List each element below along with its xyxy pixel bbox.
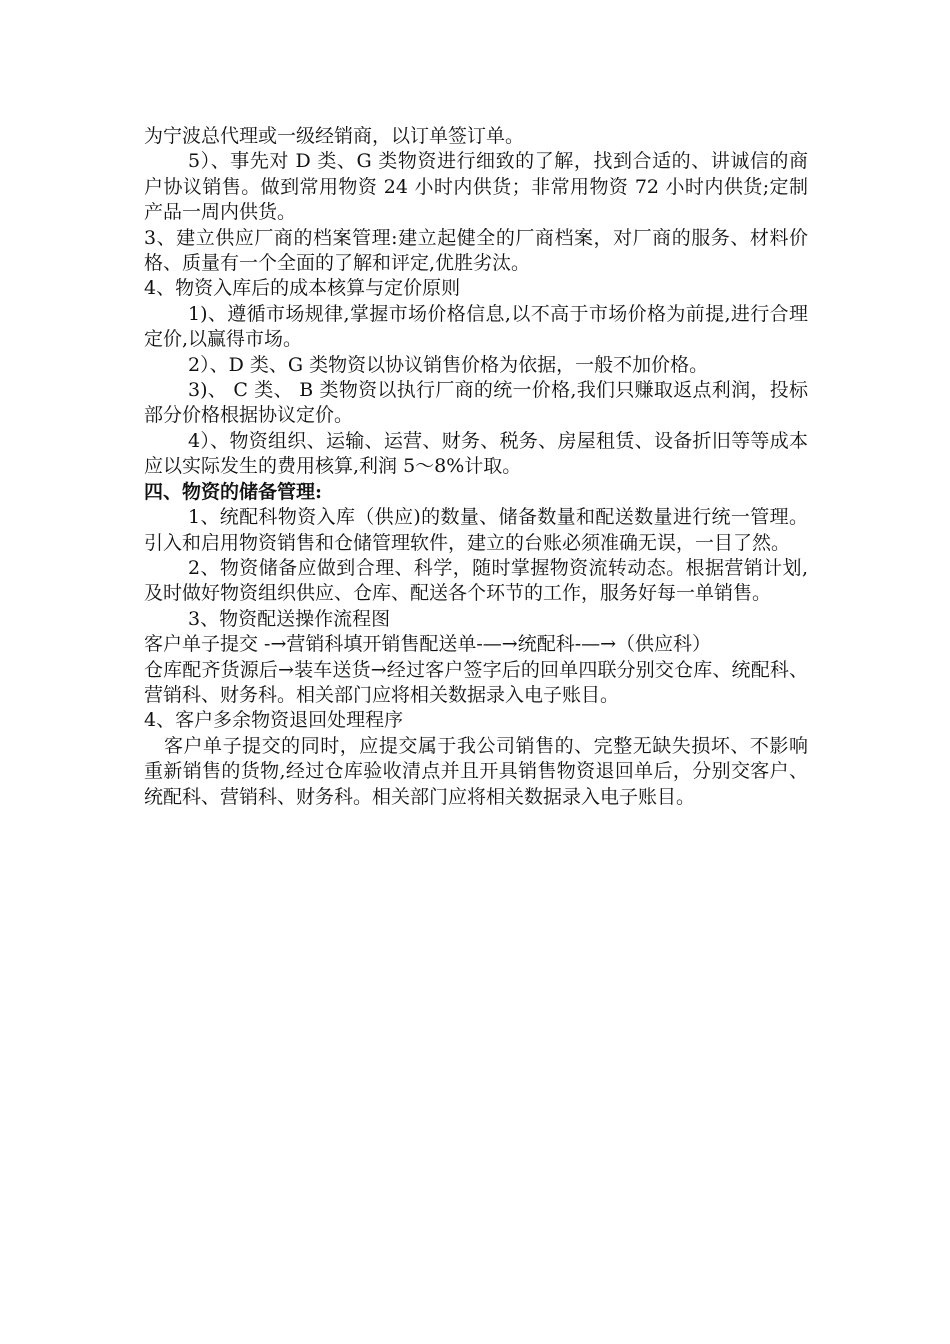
paragraph-pricing-2: 2）、D 类、G 类物资以协议销售价格为依据，一般不加价格。 — [188, 353, 709, 376]
paragraph-pricing-4: 4）、物资组织、运输、运营、财务、税务、房屋租赁、设备折旧等等成本应以实际发生的费用核算,利润 5～8%计取。 — [144, 429, 808, 478]
paragraph-reserve-3: 3、物资配送操作流程图 — [188, 607, 391, 630]
paragraph-reserve-1: 1、统配科物资入库（供应)的数量、储备数量和配送数量进行统一管理。引入和启用物资销售和仓储管理软件，建立的台账必须准确无误，一目了然。 — [144, 506, 808, 554]
paragraph-item-5: 5）、事先对 D 类、G 类物资进行细致的了解，找到合适的、讲诚信的商户协议销售。做到常用物资 24 小时内供货；非常用物资 72 小时内供货;定制产品一周内供货。 — [144, 150, 808, 224]
paragraph-pricing-1: 1)、遵循市场规律,掌握市场价格信息,以不高于市场价格为前提,进行合理定价,以赢得市场。 — [144, 302, 808, 351]
heading-return-procedure: 4、客户多余物资退回处理程序 — [144, 709, 404, 732]
document-page — [144, 124, 808, 810]
paragraph-reserve-2: 2、物资储备应做到合理、科学，随时掌握物资流转动态。根据营销计划,及时做好物资组织供应、仓库、配送各个环节的工作，服务好每一单销售。 — [144, 556, 808, 605]
paragraph-supplier-archive: 3、建立供应厂商的档案管理:建立起健全的厂商档案，对厂商的服务、材料价格、质量有一个全面的了解和评定,优胜劣汰。 — [144, 226, 808, 275]
section-heading-reserve-management: 四、物资的储备管理: — [144, 480, 323, 503]
paragraph-continuation: 为宁波总代理或一级经销商，以订单签订单。 — [144, 125, 525, 147]
flow-step-1: 客户单子提交 -→营销科填开销售配送单-—→统配科-—→（供应科） — [144, 633, 712, 656]
paragraph-pricing-3: 3)、 C 类、 B 类物资以执行厂商的统一价格,我们只赚取返点利润，投标部分价格根据协议定价。 — [144, 379, 808, 427]
paragraph-return-procedure: 客户单子提交的同时，应提交属于我公司销售的、完整无缺失损坏、不影响重新销售的货物,经过仓库验收清点并且开具销售物资退回单后，分别交客户、统配科、营销科、财务科。相关部门应将相关数据录入电子账目。 — [144, 734, 808, 808]
flow-step-2: 仓库配齐货源后→装车送货→经过客户签字后的回单四联分别交仓库、统配科、营销科、财务科。相关部门应将相关数据录入电子账目。 — [144, 658, 808, 706]
heading-cost-pricing: 4、物资入库后的成本核算与定价原则 — [144, 277, 461, 300]
